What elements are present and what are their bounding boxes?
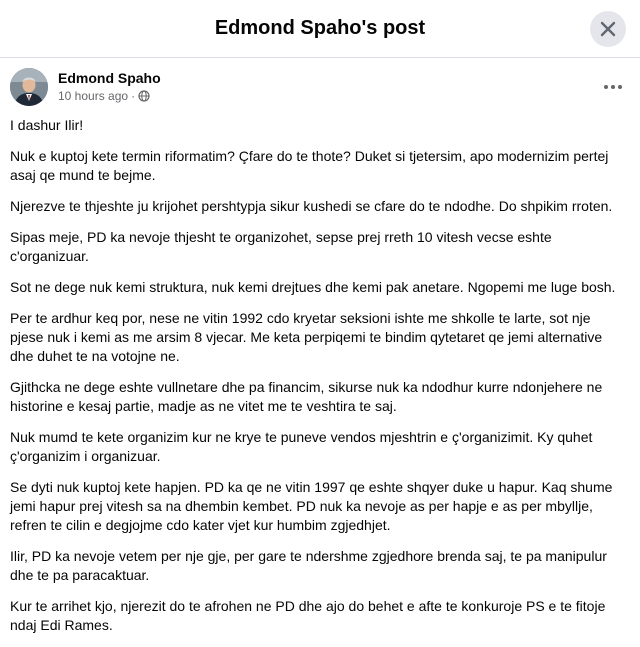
post-paragraph: Njerezve te thjeshte ju krijohet pershtypja sikur kushedi se cfare do te ndodhe. Do shpikim rroten. [10,198,613,214]
close-icon [599,20,617,38]
post-paragraph: Gjithcka ne dege eshte vullnetare dhe pa financim, sikurse nuk ka ndodhur kurre ndonjehere ne historine e kesaj partie, madje as ne vitet me te veshtira te saj. [10,379,603,414]
post-paragraph: Sot ne dege nuk kemi struktura, nuk kemi drejtues dhe kemi pak anetare. Ngopemi me luge bosh. [10,279,616,295]
post-paragraph: Ilir, PD ka nevoje vetem per nje gje, per gare te ndershme zgjedhore brenda saj, te pa manipulur dhe te pa paracaktuar. [10,548,607,583]
more-options-button[interactable] [598,72,628,102]
close-button[interactable] [590,11,626,47]
post-text [10,116,626,647]
post-author-row [10,68,630,108]
author-name[interactable]: Edmond Spaho [58,70,161,86]
meta-separator: · [131,89,136,103]
post-paragraph: Sipas meje, PD ka nevoje thjesht te organizohet, sepse prej rreth 10 vitesh vecse eshte c'organizuar. [10,229,552,264]
post-paragraph: Nuk mumd te kete organizim kur ne krye te puneve vendos mjeshtrin e ç'organizimit. Ky quhet ç'organizim i organizuar. [10,429,593,464]
post-dialog-header [0,0,640,58]
dialog-title: Edmond Spaho's post [214,17,426,39]
post-timestamp[interactable]: 10 hours ago [58,89,129,103]
post-paragraph: Se dyti nuk kuptoj kete hapjen. PD ka qe ne vitin 1997 qe eshte shqyer duke u hapur. Kaq shume jemi hapur prej vitesh sa na dhembin kembet. PD nuk ka nevoje as per hapje e as per mbyllje, refren te cilin e degjojme cdo kater vjet kur humbim zgjedhjet. [10,479,613,533]
avatar[interactable] [10,68,48,106]
more-horizontal-icon [603,84,623,90]
post-paragraph: Nuk e kuptoj kete termin riformatim? Çfare do te thote? Duket si tjetersim, apo modernizim pertej asaj qe mund te bejme. [10,148,609,183]
post-meta [58,89,150,103]
post-paragraph: Per te ardhur keq por, nese ne vitin 1992 cdo kryetar seksioni ishte me shkolle te larte, sot nje pjese nuk i kemi as me arsim 8 vjecar. Me keta perpiqemi te bindim qytetaret qe jemi alternative dhe duhet te na votojne ne. [10,310,603,364]
post-paragraph: I dashur Ilir! [10,117,84,133]
globe-icon[interactable] [138,90,150,102]
post-paragraph: Kur te arrihet kjo, njerezit do te afrohen ne PD dhe ajo do behet e afte te konkuroje PS e te fitoje ndaj Edi Rames. [10,598,606,633]
